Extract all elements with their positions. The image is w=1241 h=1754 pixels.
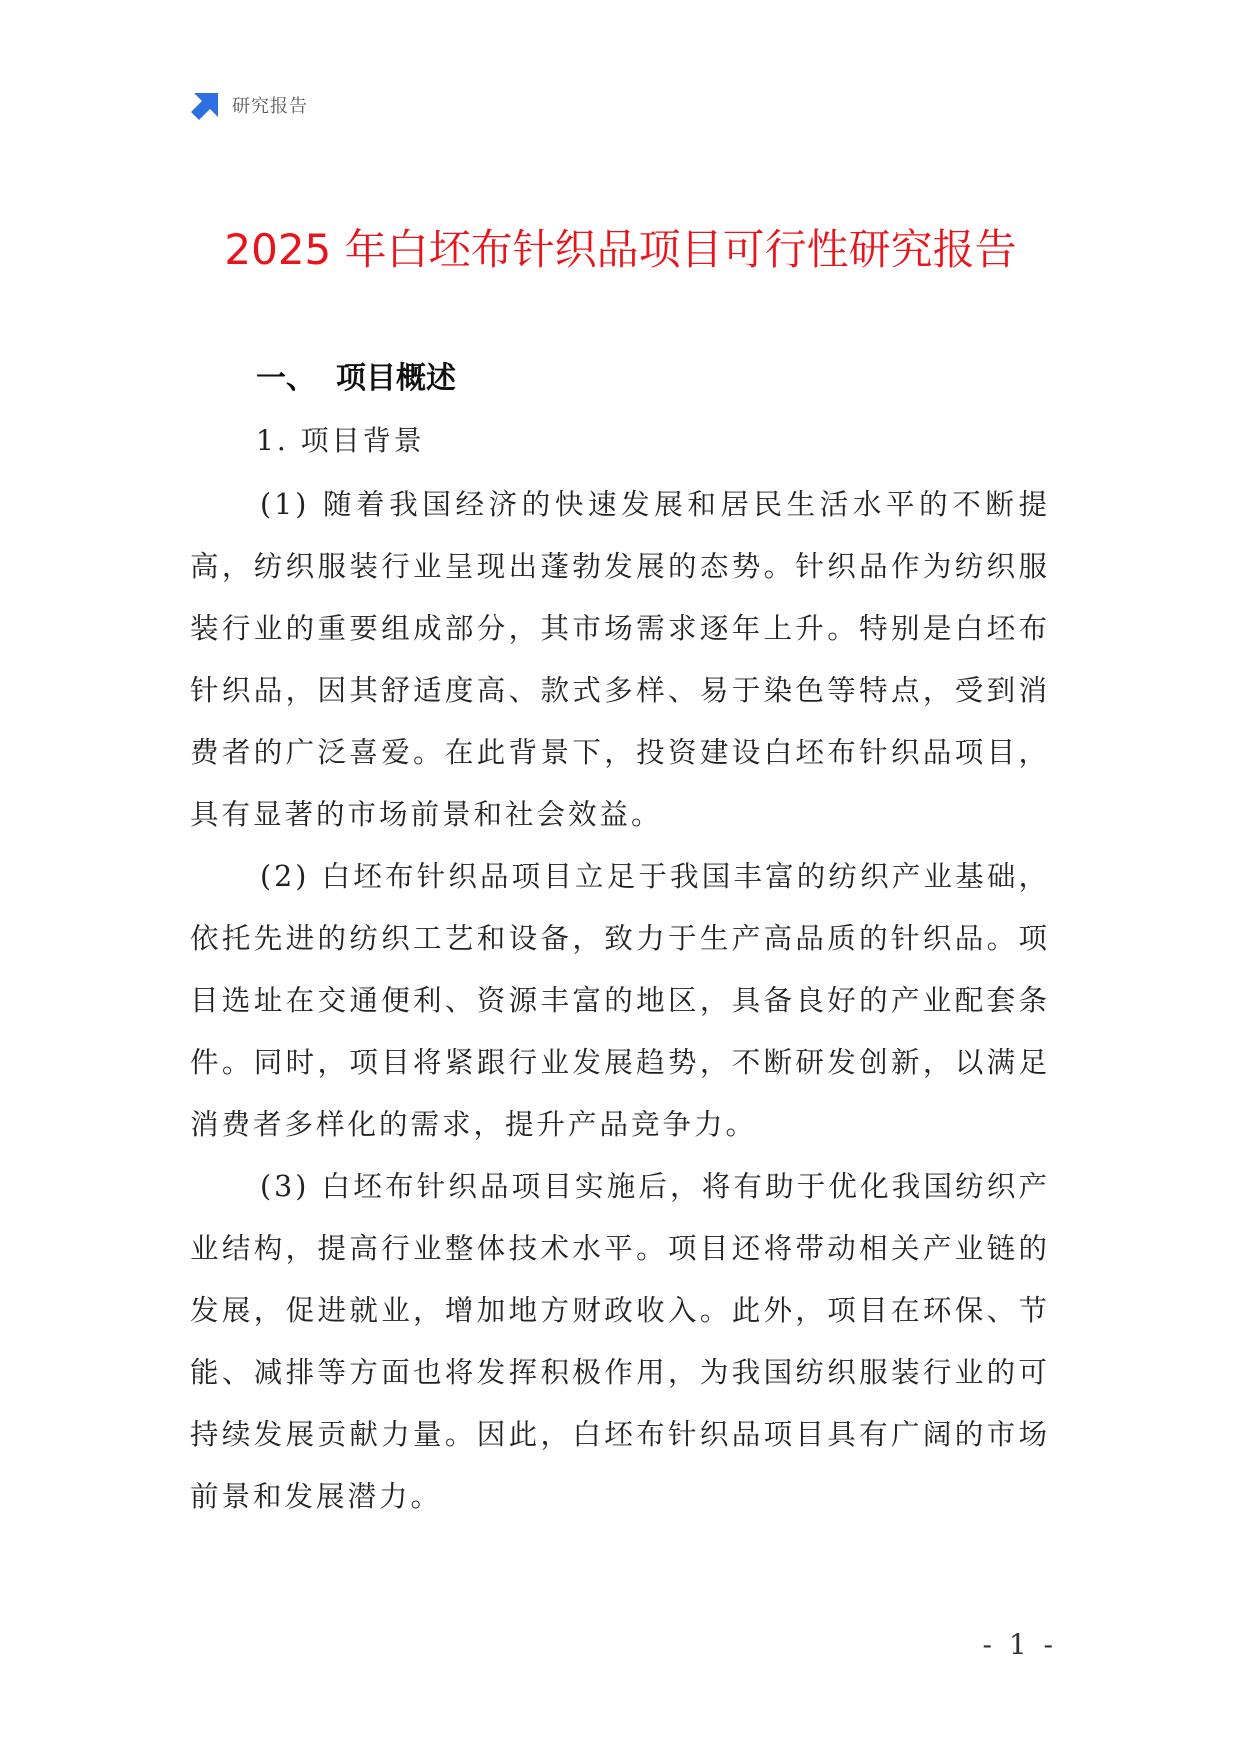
paragraph-1: (1) 随着我国经济的快速发展和居民生活水平的不断提高，纺织服装行业呈现出蓬勃发展的态势。针织品作为纺织服装行业的重要组成部分，其市场需求逐年上升。特别是白坯布针织品，因其舒适度高、款式多样、易于染色等特点，受到消费者的广泛喜爱。在此背景下，投资建设白坯布针织品项目，具有显著的市场前景和社会效益。: [190, 488, 1050, 831]
arrow-up-right-icon: [190, 89, 222, 121]
section-number: 一、: [256, 361, 316, 396]
body-text: [190, 474, 1050, 1528]
section-heading: [256, 358, 456, 400]
report-header: [190, 88, 308, 122]
section-title: 项目概述: [336, 361, 456, 396]
page-number: - 1 -: [982, 1628, 1057, 1661]
document-title: 2025 年白坯布针织品项目可行性研究报告: [224, 225, 1017, 274]
header-label: 研究报告: [232, 96, 308, 117]
paragraph-2: (2) 白坯布针织品项目立足于我国丰富的纺织产业基础，依托先进的纺织工艺和设备，致力于生产高品质的针织品。项目选址在交通便利、资源丰富的地区，具备良好的产业配套条件。同时，项目将紧跟行业发展趋势，不断研发创新，以满足消费者多样化的需求，提升产品竞争力。: [190, 860, 1050, 1141]
subsection-heading: 1. 项目背景: [256, 424, 425, 457]
paragraph-3: (3) 白坯布针织品项目实施后，将有助于优化我国纺织产业结构，提高行业整体技术水平。项目还将带动相关产业链的发展，促进就业，增加地方财政收入。此外，项目在环保、节能、减排等方面也将发挥积极作用，为我国纺织服装行业的可持续发展贡献力量。因此，白坯布针织品项目具有广阔的市场前景和发展潜力。: [190, 1170, 1050, 1513]
